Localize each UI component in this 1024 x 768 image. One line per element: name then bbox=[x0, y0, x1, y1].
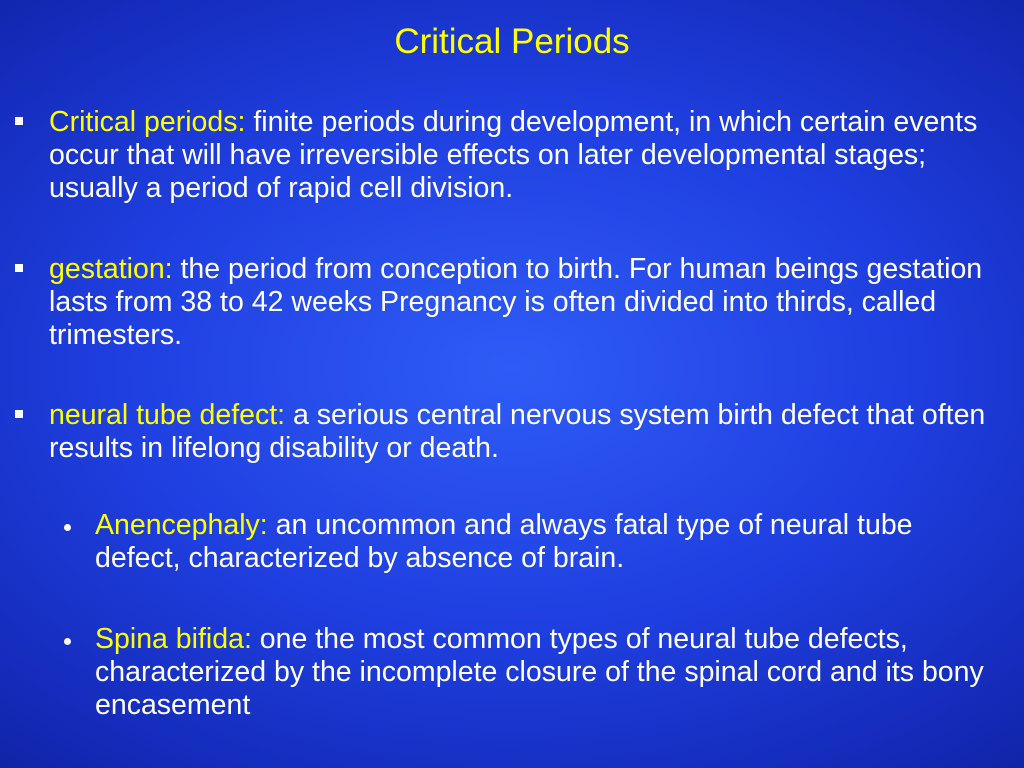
bullet-text: the period from conception to birth. For human beings gestation lasts from 38 to 42 weeks Pregnancy is often divided into thirds, called trimesters. bbox=[49, 253, 983, 351]
bullet-neural-tube-defect bbox=[49, 399, 1009, 465]
bullet-text: a serious central nervous system birth defect that often results in lifelong disability or death. bbox=[49, 399, 986, 464]
bullet-term: Anencephaly: bbox=[95, 509, 268, 541]
round-bullet-icon bbox=[64, 638, 71, 645]
bullet-critical-periods bbox=[49, 106, 1009, 205]
bullet-term: Spina bifida: bbox=[95, 623, 252, 655]
subbullet-spina-bifida bbox=[95, 623, 1005, 722]
bullet-term: neural tube defect: bbox=[49, 399, 286, 431]
bullet-term: Critical periods: bbox=[49, 106, 246, 138]
slide-title: Critical Periods bbox=[394, 22, 630, 61]
bullet-text: one the most common types of neural tube defects, characterized by the incomplete closure of the spinal cord and its bony encasement bbox=[95, 623, 984, 721]
subbullet-anencephaly bbox=[95, 509, 1005, 575]
square-bullet-icon bbox=[15, 264, 23, 272]
square-bullet-icon bbox=[15, 410, 23, 418]
bullet-gestation bbox=[49, 253, 1009, 352]
round-bullet-icon bbox=[64, 524, 71, 531]
bullet-term: gestation: bbox=[49, 253, 173, 285]
bullet-text: an uncommon and always fatal type of neural tube defect, characterized by absence of brain. bbox=[95, 509, 913, 574]
bullet-text: finite periods during development, in which certain events occur that will have irreversible effects on later developmental stages; usually a period of rapid cell division. bbox=[49, 106, 978, 204]
square-bullet-icon bbox=[15, 117, 23, 125]
